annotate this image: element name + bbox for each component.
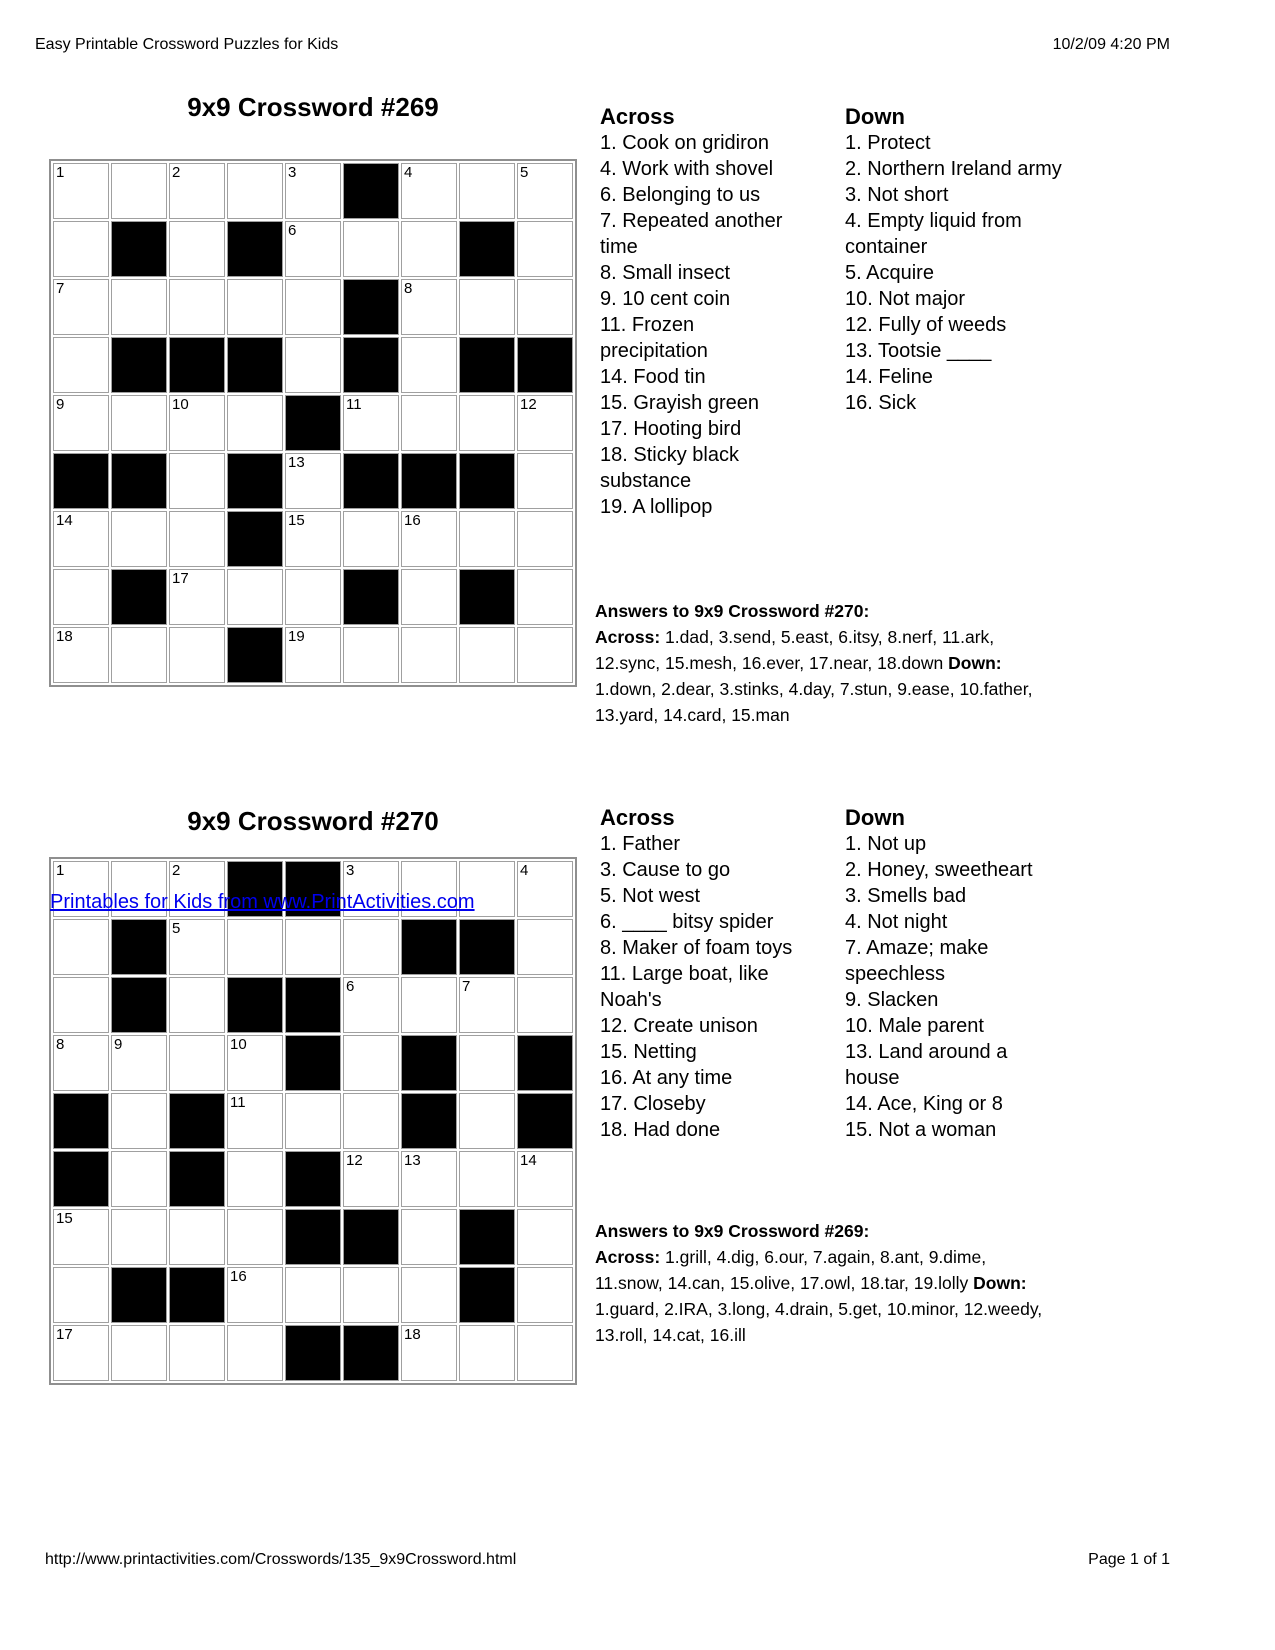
- black-cell: [285, 1325, 341, 1381]
- grid-cell: [343, 221, 399, 277]
- down-clue-list: [845, 831, 1057, 1143]
- clue: 4. Not night: [845, 911, 948, 933]
- black-cell: [459, 221, 515, 277]
- grid-cell: [227, 569, 283, 625]
- grid-row: [53, 163, 573, 219]
- black-cell: [53, 1151, 109, 1207]
- grid-cell: [169, 279, 225, 335]
- grid-cell: [517, 919, 573, 975]
- clue: 4. Work with shovel: [600, 158, 774, 180]
- cell-number: 13: [288, 454, 305, 471]
- clue: 14. Feline: [845, 366, 933, 388]
- grid-cell: [401, 1325, 457, 1381]
- cell-number: 13: [404, 1152, 421, 1169]
- black-cell: [459, 1209, 515, 1265]
- cell-number: 9: [114, 1036, 123, 1053]
- grid-cell: [517, 627, 573, 683]
- grid-cell: [111, 279, 167, 335]
- clue: 14. Food tin: [600, 366, 706, 388]
- black-cell: [343, 279, 399, 335]
- across-header: Across: [600, 104, 675, 129]
- black-cell: [111, 569, 167, 625]
- grid-cell: [459, 1093, 515, 1149]
- grid-cell: [169, 1209, 225, 1265]
- grid-cell: [285, 919, 341, 975]
- grid-cell: [227, 395, 283, 451]
- black-cell: [169, 1151, 225, 1207]
- grid-cell: [459, 395, 515, 451]
- across-clues-column: [600, 104, 805, 520]
- black-cell: [53, 453, 109, 509]
- across-header: Across: [600, 805, 675, 830]
- grid-cell: [285, 163, 341, 219]
- puzzle-title: 9x9 Crossword #269: [187, 92, 439, 122]
- grid-cell: [401, 279, 457, 335]
- clue: 2. Honey, sweetheart: [845, 859, 1033, 881]
- grid-cell: [517, 977, 573, 1033]
- black-cell: [285, 395, 341, 451]
- cell-number: 12: [520, 396, 537, 413]
- grid-row: [53, 395, 573, 451]
- across-answers: 1.dad, 3.send, 5.east, 6.itsy, 8.nerf, 11.ark, 12.sync, 15.mesh, 16.ever, 17.near, 18.down: [595, 627, 995, 673]
- grid-cell: [517, 511, 573, 567]
- down-clues-column: [845, 805, 1057, 1143]
- clue: 1. Cook on gridiron: [600, 132, 769, 154]
- grid-cell: [517, 569, 573, 625]
- clue: 16. Sick: [845, 392, 917, 414]
- cell-number: 7: [462, 978, 471, 995]
- answers-heading: Answers to 9x9 Crossword #270:: [595, 601, 870, 621]
- clue: 17. Hooting bird: [600, 418, 742, 440]
- clue: 18. Sticky black substance: [600, 444, 739, 492]
- grid-row: [53, 1325, 573, 1381]
- grid-cell: [459, 977, 515, 1033]
- clue: 3. Smells bad: [845, 885, 967, 907]
- clue: 18. Had done: [600, 1119, 721, 1141]
- cell-number: 3: [346, 862, 355, 879]
- grid-cell: [285, 337, 341, 393]
- grid-row: [53, 337, 573, 393]
- crossword-grid: [49, 857, 577, 1385]
- grid-row: [53, 569, 573, 625]
- grid-cell: [285, 1267, 341, 1323]
- grid-cell: [459, 279, 515, 335]
- grid-cell: [169, 453, 225, 509]
- grid-cell: [401, 627, 457, 683]
- grid-cell: [227, 1267, 283, 1323]
- clue: 11. Frozen precipitation: [600, 314, 708, 362]
- clue: 10. Male parent: [845, 1015, 984, 1037]
- black-cell: [53, 1093, 109, 1149]
- clue: 9. Slacken: [845, 989, 939, 1011]
- cell-number: 9: [56, 396, 65, 413]
- black-cell: [285, 1151, 341, 1207]
- grid-cell: [227, 1035, 283, 1091]
- grid-cell: [285, 453, 341, 509]
- grid-cell: [53, 977, 109, 1033]
- across-answers-label: Across:: [595, 1247, 661, 1267]
- grid-cell: [169, 1325, 225, 1381]
- grid-cell: [53, 569, 109, 625]
- clue: 9. 10 cent coin: [600, 288, 731, 310]
- clue: 12. Create unison: [600, 1015, 758, 1037]
- black-cell: [111, 1267, 167, 1323]
- cell-number: 12: [346, 1152, 363, 1169]
- black-cell: [111, 337, 167, 393]
- grid-cell: [401, 569, 457, 625]
- black-cell: [517, 337, 573, 393]
- black-cell: [169, 337, 225, 393]
- clue: 10. Not major: [845, 288, 966, 310]
- grid-row: [53, 1151, 573, 1207]
- grid-cell: [343, 1151, 399, 1207]
- grid-row: [53, 1209, 573, 1265]
- black-cell: [111, 977, 167, 1033]
- grid-cell: [111, 1151, 167, 1207]
- header-timestamp: 10/2/09 4:20 PM: [1052, 36, 1170, 53]
- black-cell: [459, 569, 515, 625]
- black-cell: [227, 627, 283, 683]
- clue: 4. Empty liquid from container: [845, 210, 1022, 258]
- cell-number: 16: [404, 512, 421, 529]
- grid-cell: [401, 163, 457, 219]
- grid-cell: [517, 453, 573, 509]
- footer-url: http://www.printactivities.com/Crosswords/135_9x9Crossword.html: [45, 1551, 517, 1568]
- clue: 19. A lollipop: [600, 496, 713, 518]
- black-cell: [401, 1035, 457, 1091]
- cell-number: 8: [404, 280, 413, 297]
- clue: 1. Protect: [845, 132, 931, 154]
- clue: 15. Netting: [600, 1041, 697, 1063]
- grid-cell: [53, 279, 109, 335]
- clue: 8. Maker of foam toys: [600, 937, 793, 959]
- black-cell: [517, 1093, 573, 1149]
- grid-cell: [459, 163, 515, 219]
- footer-page-number: Page 1 of 1: [1088, 1551, 1170, 1568]
- cell-number: 19: [288, 628, 305, 645]
- clue: 2. Northern Ireland army: [845, 158, 1062, 180]
- cell-number: 2: [172, 164, 181, 181]
- puzzle-title: 9x9 Crossword #270: [187, 806, 439, 836]
- cell-number: 18: [404, 1326, 421, 1343]
- grid-cell: [343, 1035, 399, 1091]
- clue: 13. Land around a house: [845, 1041, 1008, 1089]
- clue: 17. Closeby: [600, 1093, 706, 1115]
- black-cell: [459, 453, 515, 509]
- grid-cell: [53, 1267, 109, 1323]
- grid-cell: [343, 511, 399, 567]
- black-cell: [285, 977, 341, 1033]
- answers-block: [595, 1218, 1050, 1348]
- clue: 8. Small insect: [600, 262, 731, 284]
- grid-cell: [285, 1093, 341, 1149]
- grid-cell: [517, 1151, 573, 1207]
- clue: 15. Not a woman: [845, 1119, 997, 1141]
- grid-cell: [53, 1209, 109, 1265]
- black-cell: [401, 453, 457, 509]
- grid-cell: [343, 1093, 399, 1149]
- black-cell: [227, 337, 283, 393]
- black-cell: [459, 919, 515, 975]
- grid-cell: [459, 1151, 515, 1207]
- black-cell: [343, 453, 399, 509]
- cell-number: 18: [56, 628, 73, 645]
- grid-cell: [227, 1151, 283, 1207]
- cell-number: 7: [56, 280, 65, 297]
- printactivities-link[interactable]: Printables for Kids from www.PrintActivities.com: [50, 891, 475, 913]
- cell-number: 10: [230, 1036, 247, 1053]
- grid-cell: [285, 569, 341, 625]
- grid-cell: [285, 627, 341, 683]
- grid-cell: [169, 163, 225, 219]
- clue: 1. Father: [600, 833, 681, 855]
- grid-cell: [111, 163, 167, 219]
- grid-cell: [227, 919, 283, 975]
- grid-cell: [169, 511, 225, 567]
- answers-heading: Answers to 9x9 Crossword #269:: [595, 1221, 870, 1241]
- across-answers-label: Across:: [595, 627, 661, 647]
- grid-cell: [517, 1267, 573, 1323]
- grid-cell: [459, 1035, 515, 1091]
- down-header: Down: [845, 805, 905, 830]
- grid-cell: [517, 1209, 573, 1265]
- clue: 1. Not up: [845, 833, 927, 855]
- grid-cell: [169, 627, 225, 683]
- grid-cell: [401, 221, 457, 277]
- crossword-grid: [49, 159, 577, 687]
- grid-cell: [111, 1035, 167, 1091]
- cell-number: 11: [346, 396, 362, 413]
- black-cell: [111, 919, 167, 975]
- cell-number: 1: [56, 862, 65, 879]
- clue: 12. Fully of weeds: [845, 314, 1007, 336]
- grid-row: [53, 627, 573, 683]
- grid-cell: [169, 977, 225, 1033]
- grid-cell: [459, 627, 515, 683]
- down-answers: 1.down, 2.dear, 3.stinks, 4.day, 7.stun, 9.ease, 10.father, 13.yard, 14.card, 15.man: [595, 679, 1033, 725]
- grid-cell: [53, 919, 109, 975]
- grid-cell: [53, 1325, 109, 1381]
- grid-cell: [459, 511, 515, 567]
- cell-number: 4: [520, 862, 529, 879]
- black-cell: [459, 1267, 515, 1323]
- grid-cell: [401, 1267, 457, 1323]
- grid-cell: [227, 163, 283, 219]
- cell-number: 17: [56, 1326, 73, 1343]
- grid-cell: [343, 1267, 399, 1323]
- grid-cell: [401, 511, 457, 567]
- grid-cell: [285, 511, 341, 567]
- grid-cell: [169, 1035, 225, 1091]
- grid-cell: [111, 395, 167, 451]
- header-title: Easy Printable Crossword Puzzles for Kids: [35, 36, 339, 53]
- grid-row: [53, 453, 573, 509]
- cell-number: 6: [288, 222, 297, 239]
- black-cell: [227, 453, 283, 509]
- grid-cell: [111, 1093, 167, 1149]
- grid-cell: [227, 1093, 283, 1149]
- grid-row: [53, 221, 573, 277]
- grid-cell: [111, 1325, 167, 1381]
- black-cell: [459, 337, 515, 393]
- answers-text: [595, 1244, 1050, 1348]
- grid-row: [53, 977, 573, 1033]
- cell-number: 4: [404, 164, 413, 181]
- cell-number: 17: [172, 570, 189, 587]
- grid-cell: [517, 1325, 573, 1381]
- clue: 16. At any time: [600, 1067, 733, 1089]
- black-cell: [111, 453, 167, 509]
- down-answers-label: Down:: [973, 1273, 1027, 1293]
- grid-cell: [53, 395, 109, 451]
- grid-cell: [401, 1151, 457, 1207]
- grid-cell: [53, 1035, 109, 1091]
- clue: 7. Repeated another time: [600, 210, 783, 258]
- grid-cell: [169, 919, 225, 975]
- clue: 6. ____ bitsy spider: [600, 911, 774, 933]
- grid-cell: [285, 279, 341, 335]
- cell-number: 5: [520, 164, 529, 181]
- grid-cell: [343, 919, 399, 975]
- black-cell: [111, 221, 167, 277]
- grid-cell: [459, 1325, 515, 1381]
- grid-cell: [343, 977, 399, 1033]
- clue: 14. Ace, King or 8: [845, 1093, 1003, 1115]
- grid-cell: [53, 221, 109, 277]
- black-cell: [343, 163, 399, 219]
- cell-number: 16: [230, 1268, 247, 1285]
- cell-number: 15: [288, 512, 305, 529]
- clue: 13. Tootsie ____: [845, 340, 992, 362]
- grid-cell: [401, 337, 457, 393]
- black-cell: [227, 511, 283, 567]
- clue: 5. Acquire: [845, 262, 934, 284]
- across-clues-column: [600, 805, 805, 1143]
- grid-cell: [169, 569, 225, 625]
- down-clues-column: [845, 104, 1085, 416]
- grid-cell: [517, 221, 573, 277]
- grid-cell: [227, 1209, 283, 1265]
- grid-cell: [343, 627, 399, 683]
- cell-number: 1: [56, 164, 65, 181]
- grid-cell: [53, 163, 109, 219]
- grid-cell: [401, 395, 457, 451]
- cell-number: 3: [288, 164, 297, 181]
- grid-cell: [227, 279, 283, 335]
- grid-cell: [111, 511, 167, 567]
- grid-cell: [169, 395, 225, 451]
- across-answers: 1.grill, 4.dig, 6.our, 7.again, 8.ant, 9.dime, 11.snow, 14.can, 15.olive, 17.owl, 18.tar, 19.lolly: [595, 1247, 987, 1293]
- clue: 11. Large boat, like Noah's: [600, 963, 769, 1011]
- cell-number: 14: [56, 512, 73, 529]
- grid-cell: [111, 1209, 167, 1265]
- clue: 6. Belonging to us: [600, 184, 761, 206]
- black-cell: [169, 1267, 225, 1323]
- down-clue-list: [845, 130, 1085, 416]
- answers-text: [595, 624, 1050, 728]
- clue: 5. Not west: [600, 885, 701, 907]
- black-cell: [169, 1093, 225, 1149]
- cell-number: 2: [172, 862, 181, 879]
- black-cell: [227, 977, 283, 1033]
- black-cell: [517, 1035, 573, 1091]
- black-cell: [343, 1325, 399, 1381]
- grid-cell: [401, 1209, 457, 1265]
- black-cell: [401, 919, 457, 975]
- cell-number: 6: [346, 978, 355, 995]
- black-cell: [343, 1209, 399, 1265]
- grid-cell: [53, 511, 109, 567]
- cell-number: 15: [56, 1210, 73, 1227]
- down-header: Down: [845, 104, 905, 129]
- grid-cell: [227, 1325, 283, 1381]
- across-clue-list: [600, 130, 805, 520]
- grid-cell: [285, 221, 341, 277]
- black-cell: [227, 221, 283, 277]
- across-clue-list: [600, 831, 805, 1143]
- cell-number: 8: [56, 1036, 65, 1053]
- clue: 3. Not short: [845, 184, 949, 206]
- down-answers: 1.guard, 2.IRA, 3.long, 4.drain, 5.get, 10.minor, 12.weedy, 13.roll, 14.cat, 16.ill: [595, 1299, 1043, 1345]
- cell-number: 11: [230, 1094, 246, 1111]
- grid-cell: [401, 977, 457, 1033]
- cell-number: 14: [520, 1152, 537, 1169]
- down-answers-label: Down:: [948, 653, 1002, 673]
- grid-cell: [517, 279, 573, 335]
- grid-cell: [169, 221, 225, 277]
- grid-row: [53, 511, 573, 567]
- cell-number: 10: [172, 396, 189, 413]
- answers-block: [595, 598, 1050, 728]
- clue: 15. Grayish green: [600, 392, 759, 414]
- cell-number: 5: [172, 920, 181, 937]
- grid-row: [53, 1035, 573, 1091]
- grid-cell: [517, 861, 573, 917]
- grid-row: [53, 279, 573, 335]
- grid-cell: [53, 337, 109, 393]
- black-cell: [343, 569, 399, 625]
- grid-cell: [517, 163, 573, 219]
- clue: 7. Amaze; make speechless: [845, 937, 989, 985]
- grid-cell: [111, 627, 167, 683]
- black-cell: [285, 1035, 341, 1091]
- grid-row: [53, 919, 573, 975]
- black-cell: [285, 1209, 341, 1265]
- grid-cell: [517, 395, 573, 451]
- grid-cell: [53, 627, 109, 683]
- black-cell: [343, 337, 399, 393]
- black-cell: [401, 1093, 457, 1149]
- grid-row: [53, 1267, 573, 1323]
- clue: 3. Cause to go: [600, 859, 731, 881]
- grid-cell: [343, 395, 399, 451]
- grid-row: [53, 1093, 573, 1149]
